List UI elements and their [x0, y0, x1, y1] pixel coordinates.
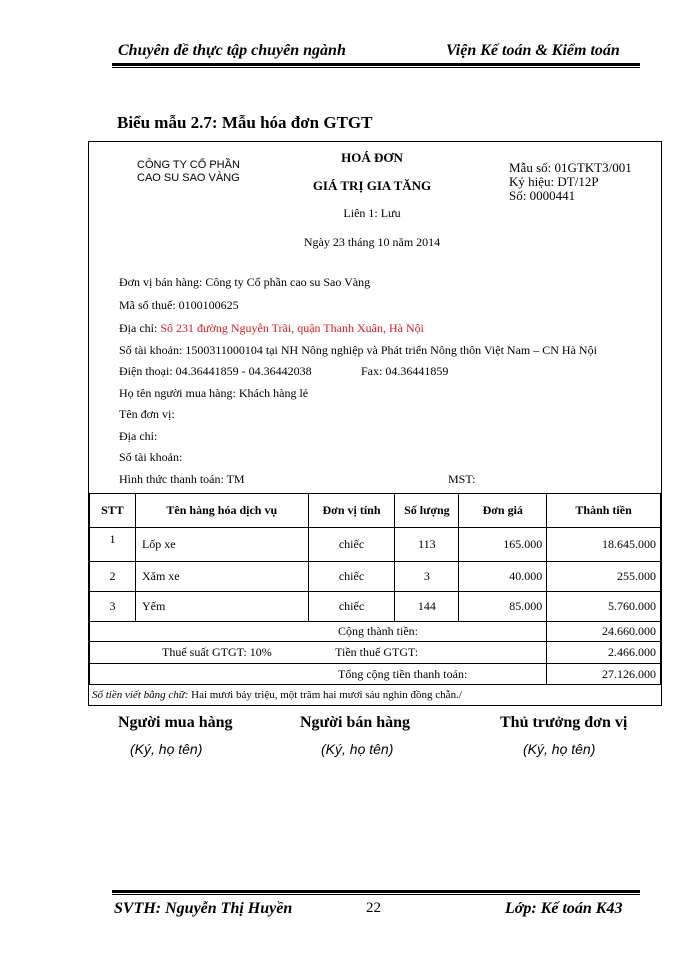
doc-title: HOÁ ĐƠN — [341, 150, 403, 165]
copy-label: Liên 1: Lưu — [343, 206, 401, 220]
buyer-address: Địa chỉ: — [119, 429, 158, 443]
col-name: Tên hàng hóa dịch vụ — [135, 494, 308, 528]
col-stt: STT — [90, 494, 136, 528]
symbol: Ký hiệu: DT/12P — [509, 174, 599, 189]
table-row — [90, 528, 661, 562]
table-header — [90, 494, 661, 528]
bank-account: Số tài khoản: 1500311000104 tại NH Nông nghiệp và Phát triển Nông thôn Việt Nam – CN Hà Nội — [119, 343, 597, 357]
buyer-unit: Tên đơn vị: — [119, 407, 175, 421]
row-qty: 144 — [395, 592, 459, 622]
subtotal-value: 24.660.000 — [547, 622, 661, 642]
subtotal-row — [90, 622, 661, 642]
items-table — [89, 493, 661, 685]
form-number: Mẫu số: 01GTKT3/001 — [509, 160, 632, 175]
vat-label: Tiền thuế GTGT: — [308, 642, 547, 664]
row-amount: 255.000 — [547, 562, 661, 592]
row-name: Lốp xe — [135, 528, 308, 562]
invoice-box — [88, 141, 662, 706]
row-amount: 5.760.000 — [547, 592, 661, 622]
row-price: 165.000 — [459, 528, 547, 562]
sig-seller-sub: (Ký, họ tên) — [321, 741, 394, 757]
table-row — [90, 562, 661, 592]
sig-head: Thủ trưởng đơn vị — [500, 714, 628, 731]
phone: Điện thoại: 04.36441859 - 04.36442038 — [119, 364, 312, 378]
company-name — [137, 159, 240, 185]
col-unit: Đơn vị tính — [308, 494, 395, 528]
buyer-account: Số tài khoản: — [119, 450, 183, 464]
payment-method: Hình thức thanh toán: TM — [119, 472, 245, 486]
company-line1: CÔNG TY CỔ PHẦN — [137, 159, 240, 171]
invoice-meta — [509, 161, 632, 203]
header-rule-thin — [112, 67, 640, 68]
header-right: Viện Kế toán & Kiểm toán — [446, 42, 620, 59]
row-qty: 113 — [395, 528, 459, 562]
vat-value: 2.466.000 — [547, 642, 661, 664]
fax: Fax: 04.36441859 — [361, 364, 449, 378]
col-qty: Số lượng — [395, 494, 459, 528]
footer-rule-thin — [112, 894, 640, 895]
address-label: Địa chỉ: — [119, 321, 161, 335]
seller-name: Đơn vị bán hàng: Công ty Cổ phần cao su Sao Vàng — [119, 275, 371, 289]
page-number: 22 — [366, 900, 381, 916]
total-row — [90, 664, 661, 685]
sig-buyer-sub: (Ký, họ tên) — [130, 741, 203, 757]
company-line2: CAO SU SAO VÀNG — [137, 172, 240, 184]
row-name: Xăm xe — [135, 562, 308, 592]
footer-class: Lớp: Kế toán K43 — [505, 900, 623, 917]
table-row — [90, 592, 661, 622]
col-price: Đơn giá — [459, 494, 547, 528]
row-unit: chiếc — [308, 562, 395, 592]
total-value: 27.126.000 — [547, 664, 661, 685]
total-label: Tổng cộng tiền thanh toán: — [90, 664, 547, 685]
words-value: Hai mươi bảy triệu, một trăm hai mươi sáu nghìn đồng chẵn./ — [188, 689, 462, 701]
serial-number: Số: 0000441 — [509, 188, 576, 203]
row-price: 40.000 — [459, 562, 547, 592]
row-name: Yếm — [135, 592, 308, 622]
footer-student: SVTH: Nguyễn Thị Huyền — [114, 900, 293, 917]
invoice-date: Ngày 23 tháng 10 năm 2014 — [303, 235, 441, 249]
address-value: Số 231 đường Nguyễn Trãi, quận Thanh Xuân, Hà Nội — [160, 321, 424, 335]
amount-in-words — [92, 689, 462, 701]
sig-seller: Người bán hàng — [300, 714, 411, 731]
tax-code: Mã số thuế: 0100100625 — [119, 298, 239, 312]
sig-buyer: Người mua hàng — [118, 714, 233, 731]
footer-rule — [112, 890, 640, 893]
row-stt: 3 — [90, 592, 136, 622]
words-label: Số tiền viết bằng chữ: — [92, 689, 189, 701]
row-stt: 1 — [90, 528, 136, 562]
col-amount: Thành tiền — [547, 494, 661, 528]
row-price: 85.000 — [459, 592, 547, 622]
seller-address — [119, 321, 424, 336]
row-stt: 2 — [90, 562, 136, 592]
vat-rate: Thuế suất GTGT: 10% — [90, 642, 309, 664]
vat-row — [90, 642, 661, 664]
row-unit: chiếc — [308, 528, 395, 562]
subtotal-label: Cộng thành tiền: — [90, 622, 547, 642]
row-unit: chiếc — [308, 592, 395, 622]
header-left: Chuyên đề thực tập chuyên ngành — [118, 42, 346, 59]
row-qty: 3 — [395, 562, 459, 592]
mst-label: MST: — [448, 472, 476, 486]
header-rule — [112, 63, 640, 66]
buyer-name: Họ tên người mua hàng: Khách hàng lẻ — [119, 386, 309, 400]
sig-head-sub: (Ký, họ tên) — [523, 741, 596, 757]
row-amount: 18.645.000 — [547, 528, 661, 562]
doc-subtitle: GIÁ TRỊ GIA TĂNG — [312, 178, 432, 193]
page-title: Biểu mẫu 2.7: Mẫu hóa đơn GTGT — [117, 113, 373, 132]
